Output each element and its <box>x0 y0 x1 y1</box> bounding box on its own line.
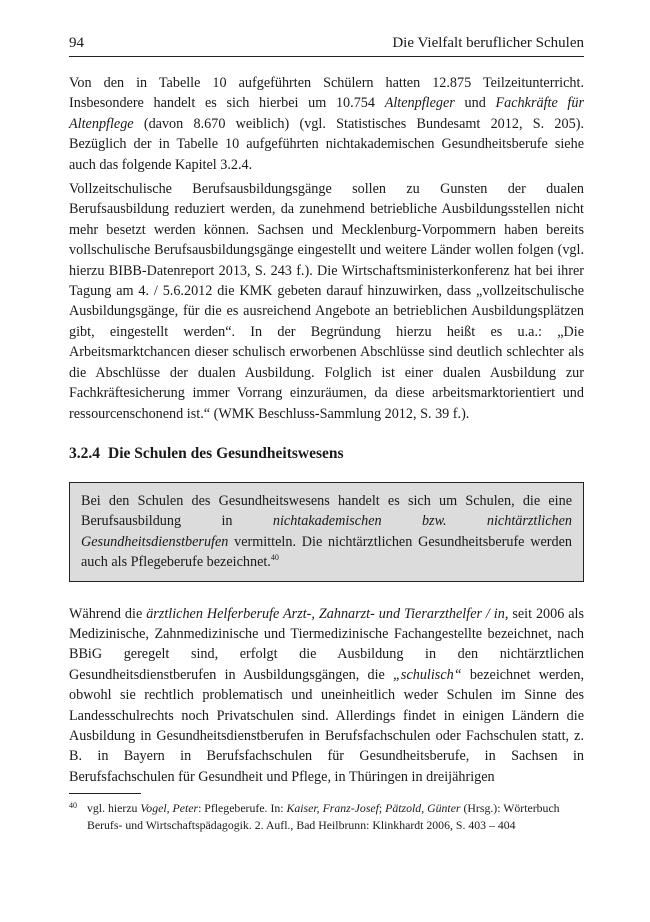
page <box>69 34 584 834</box>
text-run: vermitteln. Die nichtärztlichen Gesundheitsberufe werden auch als Pflegeberufe bezeichnet. <box>81 533 572 571</box>
italic-term: Fachkräfte für Altenpflege <box>69 95 584 132</box>
body-text-continued <box>69 604 584 788</box>
footnote-divider <box>69 793 141 794</box>
footnote-text <box>87 800 584 834</box>
italic-term: „schulisch“ <box>393 666 462 683</box>
body-text <box>69 73 584 424</box>
text-run: Von den in Tabelle 10 aufgeführten Schülern hatten 12.875 Teilzeitunterricht. Insbesondere handelt es sich hierbei um 10.754 <box>69 75 584 112</box>
text-run: : Pflegeberufe. In: <box>198 801 287 816</box>
text-run: ; <box>378 801 386 816</box>
footnote-number: 40 <box>69 801 77 811</box>
footnote-reference[interactable]: 40 <box>270 553 279 563</box>
text-run: und <box>454 95 496 112</box>
text-run: Bei den Schulen des Gesundheitswesens handelt es sich um Schulen, die eine Berufsausbildung in <box>81 492 572 530</box>
definition-box <box>69 482 584 582</box>
page-number: 94 <box>69 35 84 51</box>
running-header <box>69 34 584 57</box>
italic-author: Kaiser, Franz-Josef <box>286 801 379 816</box>
italic-author: Pätzold, Günter <box>385 801 461 816</box>
italic-author: Vogel, Peter <box>140 801 199 816</box>
italic-term: ärztlichen Helferberufe Arzt-, Zahnarzt- und Tierarzthelfer / in, <box>146 605 509 622</box>
text-run: bezeichnet werden, obwohl sie rechtlich problematisch und uneinheitlich weder Schulen im Sinne des Landesschulrechts noch Privatschulen sind. Allerdings findet in einigen Ländern die Ausbildung in Gesundheitsdienstberufen in Berufsfachschulen oder Fachschulen statt, z. B. in Bayern in Berufsfachschulen für Gesundheitsberufe, in Sachsen in Berufsfachschulen für Gesundheit und Pflege, in Thüringen in dreijährigen <box>69 666 584 785</box>
text-run: seit 2006 als Medizinische, Zahnmedizinische und Tiermedizinische Fachangestellte bezeichnet, nach BBiG geregelt sind, erfolgt die Ausbildung in den nichtärztlichen Gesundheitsdienstberufen in Ausbildungsgängen, die <box>69 605 585 683</box>
text-run: Während die <box>69 605 147 622</box>
running-title: Die Vielfalt beruflicher Schulen <box>392 35 584 51</box>
section-number: 3.2.4 <box>69 444 100 462</box>
text-run: (davon 8.670 weiblich) (vgl. Statistisches Bundesamt 2012, S. 205). Bezüglich der in Tabelle 10 aufgeführten nichtakademischen Gesundheitsberufe siehe auch das folgende Kapitel 3.2.4. <box>69 115 584 173</box>
footnote <box>69 800 584 834</box>
text-run: vgl. hierzu <box>87 801 141 816</box>
text-run: (Hrsg.): Wörterbuch Berufs- und Wirtschaftspädagogik. 2. Aufl., Bad Heilbrunn: Klinkhardt 2006, S. 403 – 404 <box>87 801 560 833</box>
paragraph-1 <box>69 73 584 175</box>
paragraph-2: Vollzeitschulische Berufsausbildungsgänge sollen zu Gunsten der dualen Berufsausbildung reduziert werden, da zunehmend betriebliche Ausbildungsstellen nicht mehr besetzt werden können. Sachsen und Mecklenburg-Vorpommern haben bereits vollschulische Berufsausbildungsgänge eingestellt und weitere Länder wollen folgen (vgl. hierzu BIBB-Datenreport 2013, S. 243 f.). Die Wirtschaftsministerkonferenz hat bei ihrer Tagung am 4. / 5.6.2012 die KMK gebeten darauf hinzuwirken, dass „vollzeitschulische Ausbildungsgänge, für die es ausreichend Angebote an betrieblichen Ausbildungsplätzen gibt, eingestellt werden“. In der Begründung hierzu heißt es u.a.: „Die Arbeitsmarktchancen dieser schulisch erworbenen Abschlüsse sind deutlich schlechter als die Abschlüsse der dualen Ausbildung. Folglich ist einer dualen Ausbildung zur Fachkräftesicherung immer Vorrang einzuräumen, da diese arbeitsmarktorientiert und ressourcenschonend ist.“ (WMK Beschluss-Sammlung 2012, S. 39 f.). <box>69 181 584 422</box>
italic-term: nichtakademischen bzw. nichtärztlichen Gesundheitsdienstberufen <box>81 513 573 550</box>
section-heading <box>69 444 584 464</box>
section-title: Die Schulen des Gesundheitswesens <box>108 444 344 462</box>
paragraph-3 <box>69 604 584 788</box>
italic-term: Altenpfleger <box>384 95 455 112</box>
